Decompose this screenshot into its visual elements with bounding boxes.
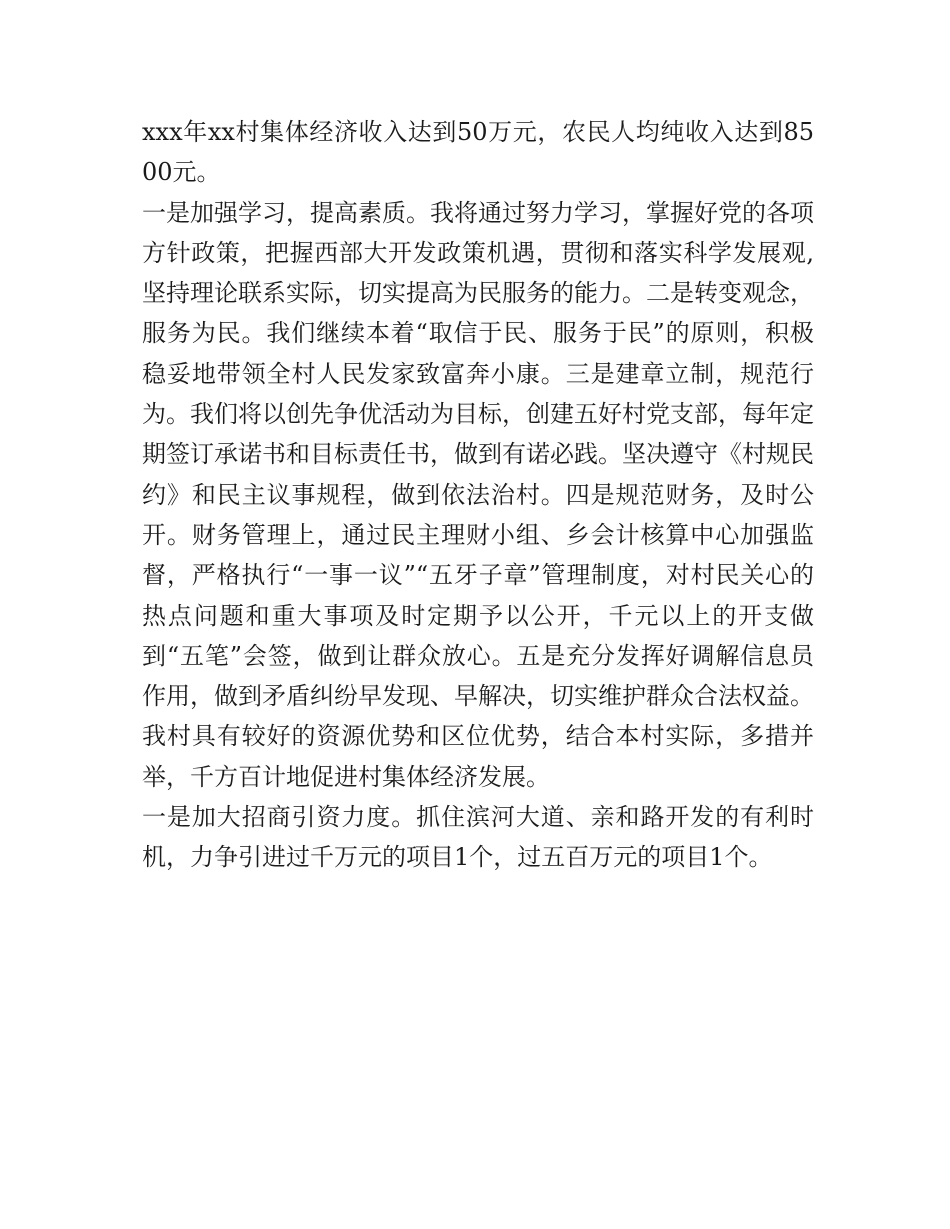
- paragraph-five-measures: 一是加强学习，提高素质。我将通过努力学习，掌握好党的各项方针政策，把握西部大开发政策机遇，贯彻和落实科学发展观,坚持理论联系实际，切实提高为民服务的能力。二是转变观念，服务为民。我们继续本着“取信于民、服务于民”的原则，积极稳妥地带领全村人民发家致富奔小康。三是建章立制，规范行为。我们将以创先争优活动为目标，创建五好村党支部，每年定期签订承诺书和目标责任书，做到有诺必践。坚决遵守《村规民约》和民主议事规程，做到依法治村。四是规范财务，及时公开。财务管理上，通过民主理财小组、乡会计核算中心加强监督，严格执行“一事一议”“五牙子章”管理制度，对村民关心的热点问题和重大事项及时定期予以公开，千元以上的开支做到“五笔”会签，做到让群众放心。五是充分发挥好调解信息员作用，做到矛盾纠纷早发现、早解决，切实维护群众合法权益。: [142, 198, 814, 711]
- document-body: [142, 112, 814, 878]
- paragraph-income-targets: xxx年xx村集体经济收入达到50万元，农民人均纯收入达到8500元。: [142, 118, 814, 187]
- paragraph-investment: 一是加大招商引资力度。抓住滨河大道、亲和路开发的有利时机，力争引进过千万元的项目1个，过五百万元的项目1个。: [142, 803, 814, 872]
- paragraph-resource-advantages: 我村具有较好的资源优势和区位优势，结合本村实际，多措并举，千方百计地促进村集体经济发展。: [142, 722, 814, 791]
